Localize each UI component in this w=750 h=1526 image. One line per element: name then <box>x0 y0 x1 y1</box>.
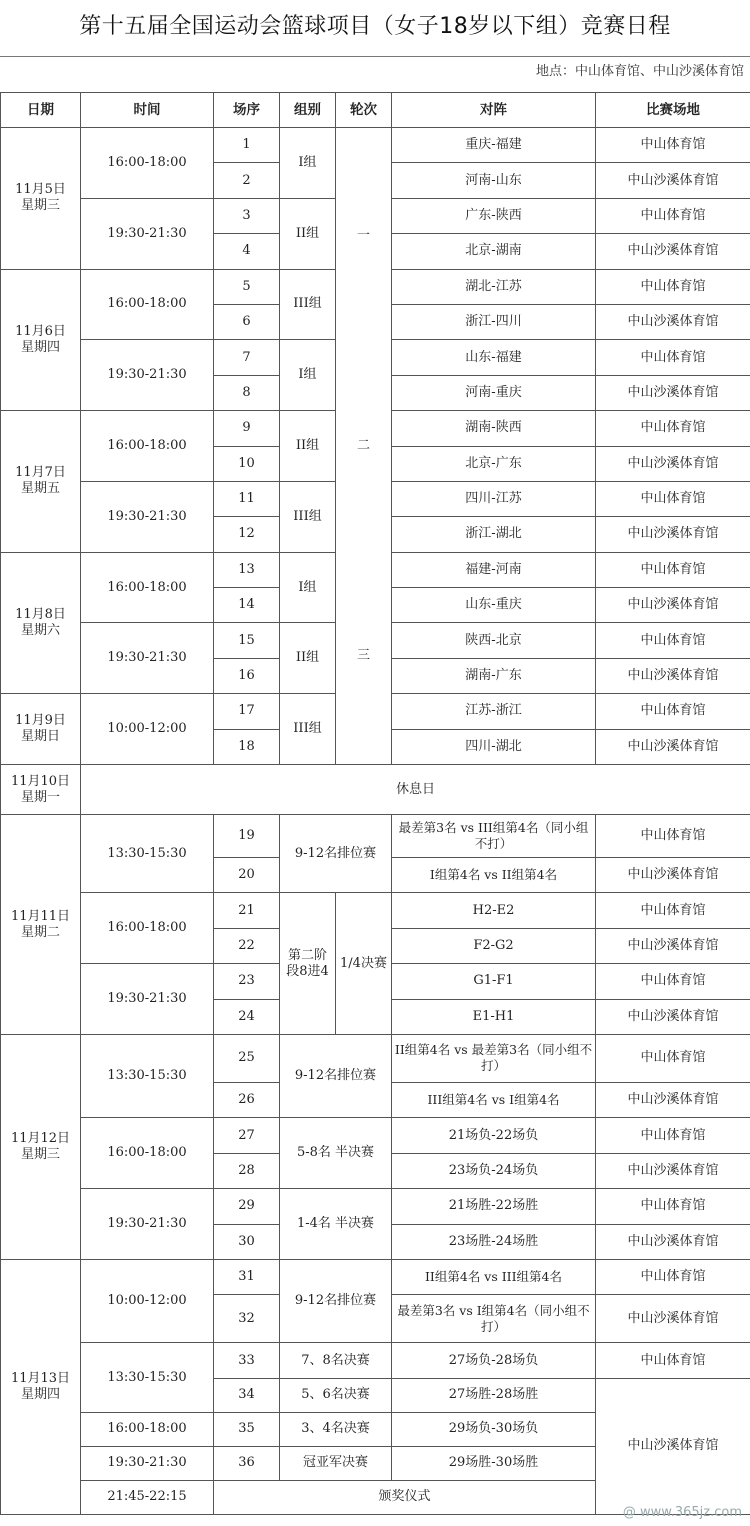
header-venue: 比赛场地 <box>596 93 750 128</box>
venue-cell: 中山沙溪体育馆 <box>596 446 750 481</box>
time-cell: 19:30-21:30 <box>81 623 214 694</box>
venue-cell: 中山体育馆 <box>596 623 750 658</box>
group-cell: 9-12名排位赛 <box>280 1034 392 1117</box>
venue-cell: 中山沙溪体育馆 <box>596 729 750 764</box>
match-no: 33 <box>214 1343 280 1378</box>
match-no: 24 <box>214 999 280 1034</box>
match-no: 11 <box>214 481 280 516</box>
page-title: 第十五届全国运动会篮球项目（女子18岁以下组）竞赛日程 <box>79 14 671 39</box>
date-cell: 11月13日 星期四 <box>1 1259 81 1514</box>
matchup: 四川-湖北 <box>392 729 596 764</box>
group-cell: III组 <box>280 269 336 340</box>
date-cell: 11月5日 星期三 <box>1 128 81 270</box>
title-divider <box>0 56 750 57</box>
venue-cell: 中山体育馆 <box>596 1259 750 1294</box>
venue-note: 地点：中山体育馆、中山沙溪体育馆 <box>535 64 744 79</box>
match-no: 28 <box>214 1153 280 1188</box>
match-no: 5 <box>214 269 280 304</box>
match-no: 7 <box>214 340 280 375</box>
matchup: H2-E2 <box>392 893 596 928</box>
matchup: 河南-重庆 <box>392 375 596 410</box>
match-no: 26 <box>214 1082 280 1117</box>
time-cell: 16:00-18:00 <box>81 1412 214 1446</box>
group-cell: II组 <box>280 411 336 482</box>
watermark: @ www.365jz.com <box>622 1505 742 1520</box>
venue-cell: 中山沙溪体育馆 <box>596 999 750 1034</box>
venue-cell: 中山沙溪体育馆 <box>596 588 750 623</box>
match-no: 22 <box>214 928 280 963</box>
date-cell: 11月10日 星期一 <box>1 765 81 815</box>
matchup: 浙江-湖北 <box>392 517 596 552</box>
matchup: 21场负-22场负 <box>392 1118 596 1153</box>
time-cell: 16:00-18:00 <box>81 269 214 340</box>
match-no: 27 <box>214 1118 280 1153</box>
match-no: 34 <box>214 1378 280 1412</box>
group-cell: 9-12名排位赛 <box>280 1259 392 1342</box>
venue-cell: 中山沙溪体育馆 <box>596 928 750 963</box>
venue-cell: 中山体育馆 <box>596 1034 750 1082</box>
date-cell: 11月11日 星期二 <box>1 815 81 1035</box>
matchup: F2-G2 <box>392 928 596 963</box>
matchup: G1-F1 <box>392 964 596 999</box>
venue-cell: 中山沙溪体育馆 <box>596 1153 750 1188</box>
group-cell: 第二阶段8进4 <box>280 893 336 1035</box>
venue-cell: 中山沙溪体育馆 <box>596 304 750 339</box>
venue-cell: 中山沙溪体育馆 <box>596 163 750 198</box>
match-no: 13 <box>214 552 280 587</box>
time-cell: 19:30-21:30 <box>81 964 214 1035</box>
header-group: 组别 <box>280 93 336 128</box>
matchup: 21场胜-22场胜 <box>392 1189 596 1224</box>
match-no: 18 <box>214 729 280 764</box>
round-cell: 1/4决赛 <box>336 893 392 1035</box>
group-cell: III组 <box>280 481 336 552</box>
matchup: 27场负-28场负 <box>392 1343 596 1378</box>
venue-cell: 中山体育馆 <box>596 1118 750 1153</box>
time-cell: 16:00-18:00 <box>81 411 214 482</box>
venue-cell: 中山沙溪体育馆 <box>596 1224 750 1259</box>
group-cell: II组 <box>280 198 336 269</box>
matchup: II组第4名 vs III组第4名 <box>392 1259 596 1294</box>
matchup: 福建-河南 <box>392 552 596 587</box>
venue-cell: 中山体育馆 <box>596 964 750 999</box>
venue-cell: 中山体育馆 <box>596 340 750 375</box>
table-row <box>1 815 750 858</box>
match-no: 16 <box>214 658 280 693</box>
date-cell: 11月6日 星期四 <box>1 269 81 411</box>
matchup: 河南-山东 <box>392 163 596 198</box>
match-no: 10 <box>214 446 280 481</box>
match-no: 29 <box>214 1189 280 1224</box>
venue-cell: 中山体育馆 <box>596 1189 750 1224</box>
table-row <box>1 128 750 163</box>
group-cell: 冠亚军决赛 <box>280 1446 392 1480</box>
matchup: 23场胜-24场胜 <box>392 1224 596 1259</box>
date-cell: 11月12日 星期三 <box>1 1034 81 1259</box>
round-cell: 一 二 三 <box>336 128 392 765</box>
match-no: 6 <box>214 304 280 339</box>
venue-cell: 中山体育馆 <box>596 128 750 163</box>
table-row <box>1 1189 750 1224</box>
time-cell: 13:30-15:30 <box>81 1034 214 1117</box>
table-row <box>1 765 750 815</box>
match-no: 21 <box>214 893 280 928</box>
match-no: 31 <box>214 1259 280 1294</box>
matchup: E1-H1 <box>392 999 596 1034</box>
table-row <box>1 1259 750 1294</box>
date-cell: 11月7日 星期五 <box>1 411 81 553</box>
match-no: 32 <box>214 1295 280 1343</box>
matchup: 最差第3名 vs I组第4名（同小组不打） <box>392 1295 596 1343</box>
match-no: 4 <box>214 234 280 269</box>
match-no: 20 <box>214 858 280 893</box>
match-no: 14 <box>214 588 280 623</box>
time-cell: 21:45-22:15 <box>81 1480 214 1514</box>
venue-cell: 中山体育馆 <box>596 1343 750 1378</box>
venue-cell: 中山体育馆 <box>596 552 750 587</box>
time-cell: 16:00-18:00 <box>81 893 214 964</box>
venue-cell: 中山体育馆 <box>596 411 750 446</box>
matchup: 湖北-江苏 <box>392 269 596 304</box>
date-cell: 11月9日 星期日 <box>1 694 81 765</box>
time-cell: 10:00-12:00 <box>81 1259 214 1342</box>
header-date: 日期 <box>1 93 81 128</box>
group-cell: 5-8名 半决赛 <box>280 1118 392 1189</box>
venue-cell: 中山体育馆 <box>596 815 750 858</box>
match-no: 12 <box>214 517 280 552</box>
venue-cell: 中山沙溪体育馆 <box>596 375 750 410</box>
group-cell: I组 <box>280 340 336 411</box>
matchup: 北京-广东 <box>392 446 596 481</box>
time-cell: 19:30-21:30 <box>81 198 214 269</box>
venue-cell: 中山沙溪体育馆 <box>596 1295 750 1343</box>
time-cell: 19:30-21:30 <box>81 1446 214 1480</box>
time-cell: 16:00-18:00 <box>81 552 214 623</box>
venue-cell: 中山体育馆 <box>596 893 750 928</box>
matchup: 四川-江苏 <box>392 481 596 516</box>
match-no: 2 <box>214 163 280 198</box>
matchup: 山东-福建 <box>392 340 596 375</box>
time-cell: 16:00-18:00 <box>81 128 214 199</box>
time-cell: 19:30-21:30 <box>81 340 214 411</box>
time-cell: 13:30-15:30 <box>81 1343 214 1412</box>
venue-cell: 中山沙溪体育馆 <box>596 1378 750 1514</box>
matchup: 北京-湖南 <box>392 234 596 269</box>
ceremony-cell: 颁奖仪式 <box>214 1480 596 1514</box>
table-row <box>1 893 750 928</box>
match-no: 35 <box>214 1412 280 1446</box>
matchup: III组第4名 vs I组第4名 <box>392 1082 596 1117</box>
time-cell: 13:30-15:30 <box>81 815 214 893</box>
matchup: 浙江-四川 <box>392 304 596 339</box>
schedule-table <box>0 92 750 1515</box>
header-round: 轮次 <box>336 93 392 128</box>
venue-cell: 中山体育馆 <box>596 269 750 304</box>
group-cell: I组 <box>280 552 336 623</box>
group-cell: 3、4名决赛 <box>280 1412 392 1446</box>
matchup: 27场胜-28场胜 <box>392 1378 596 1412</box>
venue-cell: 中山沙溪体育馆 <box>596 658 750 693</box>
matchup: 广东-陕西 <box>392 198 596 233</box>
matchup: 湖南-广东 <box>392 658 596 693</box>
matchup: 29场负-30场负 <box>392 1412 596 1446</box>
group-cell: 5、6名决赛 <box>280 1378 392 1412</box>
matchup: 江苏-浙江 <box>392 694 596 729</box>
match-no: 15 <box>214 623 280 658</box>
venue-cell: 中山沙溪体育馆 <box>596 517 750 552</box>
match-no: 36 <box>214 1446 280 1480</box>
time-cell: 19:30-21:30 <box>81 481 214 552</box>
venue-cell: 中山体育馆 <box>596 481 750 516</box>
table-row <box>1 1034 750 1082</box>
time-cell: 19:30-21:30 <box>81 1189 214 1260</box>
venue-cell: 中山沙溪体育馆 <box>596 234 750 269</box>
venue-cell: 中山沙溪体育馆 <box>596 858 750 893</box>
match-no: 8 <box>214 375 280 410</box>
group-cell: 7、8名决赛 <box>280 1343 392 1378</box>
table-header-row <box>1 93 750 128</box>
group-cell: II组 <box>280 623 336 694</box>
match-no: 9 <box>214 411 280 446</box>
match-no: 25 <box>214 1034 280 1082</box>
venue-cell: 中山体育馆 <box>596 694 750 729</box>
rest-day-cell: 休息日 <box>81 765 750 815</box>
match-no: 19 <box>214 815 280 858</box>
venue-cell: 中山体育馆 <box>596 198 750 233</box>
group-cell: I组 <box>280 128 336 199</box>
match-no: 3 <box>214 198 280 233</box>
matchup: 29场胜-30场胜 <box>392 1446 596 1480</box>
match-no: 17 <box>214 694 280 729</box>
match-no: 30 <box>214 1224 280 1259</box>
matchup: 重庆-福建 <box>392 128 596 163</box>
match-no: 1 <box>214 128 280 163</box>
date-cell: 11月8日 星期六 <box>1 552 81 694</box>
header-time: 时间 <box>81 93 214 128</box>
matchup: 山东-重庆 <box>392 588 596 623</box>
header-matchup: 对阵 <box>392 93 596 128</box>
time-cell: 16:00-18:00 <box>81 1118 214 1189</box>
matchup: 最差第3名 vs III组第4名（同小组不打） <box>392 815 596 858</box>
match-no: 23 <box>214 964 280 999</box>
table-row <box>1 1118 750 1153</box>
group-cell: 1-4名 半决赛 <box>280 1189 392 1260</box>
matchup: II组第4名 vs 最差第3名（同小组不打） <box>392 1034 596 1082</box>
header-match-no: 场序 <box>214 93 280 128</box>
matchup: I组第4名 vs II组第4名 <box>392 858 596 893</box>
matchup: 陕西-北京 <box>392 623 596 658</box>
table-row <box>1 1343 750 1378</box>
group-cell: III组 <box>280 694 336 765</box>
venue-cell: 中山沙溪体育馆 <box>596 1082 750 1117</box>
time-cell: 10:00-12:00 <box>81 694 214 765</box>
matchup: 23场负-24场负 <box>392 1153 596 1188</box>
matchup: 湖南-陕西 <box>392 411 596 446</box>
group-cell: 9-12名排位赛 <box>280 815 392 893</box>
